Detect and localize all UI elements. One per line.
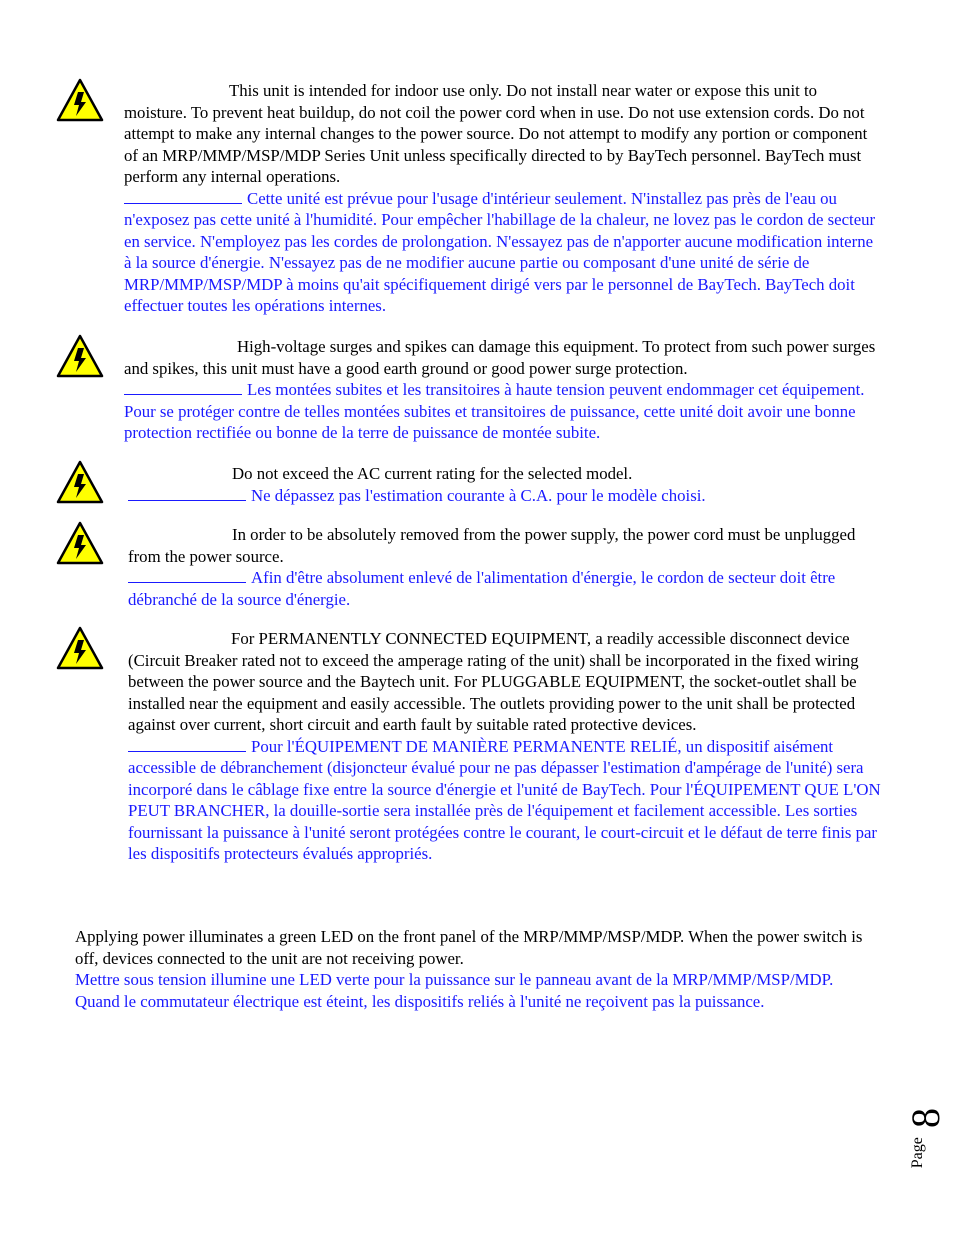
page-label: Page — [908, 1137, 926, 1169]
label-underline — [128, 486, 246, 501]
power-led-note — [75, 926, 865, 1012]
warning-block-3 — [128, 463, 888, 506]
label-underline — [128, 568, 246, 583]
warning-2-en: High-voltage surges and spikes can damage this equipment. To protect from such power surges and spikes, this unit must have a good earth ground or good power surge protection. — [124, 337, 876, 378]
warning-block-4 — [128, 524, 888, 610]
warning-1-fr: Cette unité est prévue pour l'usage d'intérieur seulement. N'installez pas près de l'eau ou n'exposez pas cette unité à l'humidité. Pour empêcher l'habillage de la chaleur, ne lovez pas le cordon de secteur en service. N'employez pas les cordes de prolongation. N'essayez pas de n'apporter aucune modification interne à la source d'énergie. N'essayez pas de ne modifier aucune partie ou composant d'une unité de série de MRP/MMP/MSP/MDP à moins qu'ait spécifiquement dirigé vers par le personnel de BayTech. BayTech doit effectuer toutes les opérations internes. — [124, 188, 876, 315]
label-underline — [128, 737, 246, 752]
warning-4-en: In order to be absolutely removed from the power supply, the power cord must be unplugged from the power source. — [128, 525, 856, 566]
page-number-value: 8 — [903, 1108, 948, 1128]
warning-1-en: This unit is intended for indoor use only. Do not install near water or expose this unit to moisture. To prevent heat buildup, do not coil the power cord when in use. Do not use extension cords. Do not attempt to make any internal changes to the power source. Do not attempt to modify any portion or component of an MRP/MMP/MSP/MDP Series Unit unless specifically directed to by BayTech personnel. BayTech must perform any internal operations. — [124, 81, 868, 186]
warning-block-5 — [128, 628, 888, 865]
warning-high-voltage-icon — [56, 78, 104, 122]
warning-high-voltage-icon — [56, 521, 104, 565]
label-underline — [124, 189, 242, 204]
warning-2-fr: Les montées subites et les transitoires à haute tension peuvent endommager cet équipement. Pour se protéger contre de telles montées subites et transitoires de puissance, cette unité doit avoir une bonne protection rectifiée ou bonne de la terre de puissance de montée subite. — [124, 380, 865, 442]
warning-high-voltage-icon — [56, 334, 104, 378]
label-underline — [124, 380, 242, 395]
warning-3-fr: Ne dépassez pas l'estimation courante à C.A. pour le modèle choisi. — [128, 485, 888, 507]
warning-4-fr: Afin d'être absolument enlevé de l'alimentation d'énergie, le cordon de secteur doit être débranché de la source d'énergie. — [128, 568, 836, 609]
page-number — [903, 1108, 948, 1174]
warning-high-voltage-icon — [56, 460, 104, 504]
warning-3-en: Do not exceed the AC current rating for the selected model. — [232, 464, 633, 483]
warning-5-en: For PERMANENTLY CONNECTED EQUIPMENT, a readily accessible disconnect device (Circuit Breaker rated not to exceed the amperage rating of the unit) shall be incorporated in the fixed wiring between the power source and the Baytech unit. For PLUGGABLE EQUIPMENT, the socket-outlet shall be installed near the equipment and easily accessible. The outlets providing power to the unit shall be protected against over current, short circuit and earth fault by suitable rated protective devices. — [128, 629, 859, 734]
power-led-note-en: Applying power illuminates a green LED on the front panel of the MRP/MMP/MSP/MDP. When the power switch is off, devices connected to the unit are not receiving power. — [75, 927, 863, 968]
warning-block-1 — [124, 80, 884, 317]
power-led-note-fr: Mettre sous tension illumine une LED verte pour la puissance sur le panneau avant de la MRP/MMP/MSP/MDP. Quand le commutateur électrique est éteint, les dispositifs reliés à l'unité ne reçoivent pas la puissance. — [75, 970, 834, 1011]
warning-block-2 — [124, 336, 884, 444]
warning-high-voltage-icon — [56, 626, 104, 670]
warning-5-fr: Pour l'ÉQUIPEMENT DE MANIÈRE PERMANENTE RELIÉ, un dispositif aisément accessible de débranchement (disjoncteur évalué pour ne pas dépasser l'estimation d'ampérage de l'unité) sera incorporé dans le câblage fixe entre la source d'énergie et l'unité de BayTech. Pour l'ÉQUIPEMENT QUE L'ON PEUT BRANCHER, la douille-sortie sera installée près de l'équipement et facilement accessible. Les sorties fournissant la puissance à l'unité seront protégées contre le courant, le court-circuit et le défaut de terre finis par les dispositifs protecteurs évalués appropriés. — [128, 736, 881, 863]
